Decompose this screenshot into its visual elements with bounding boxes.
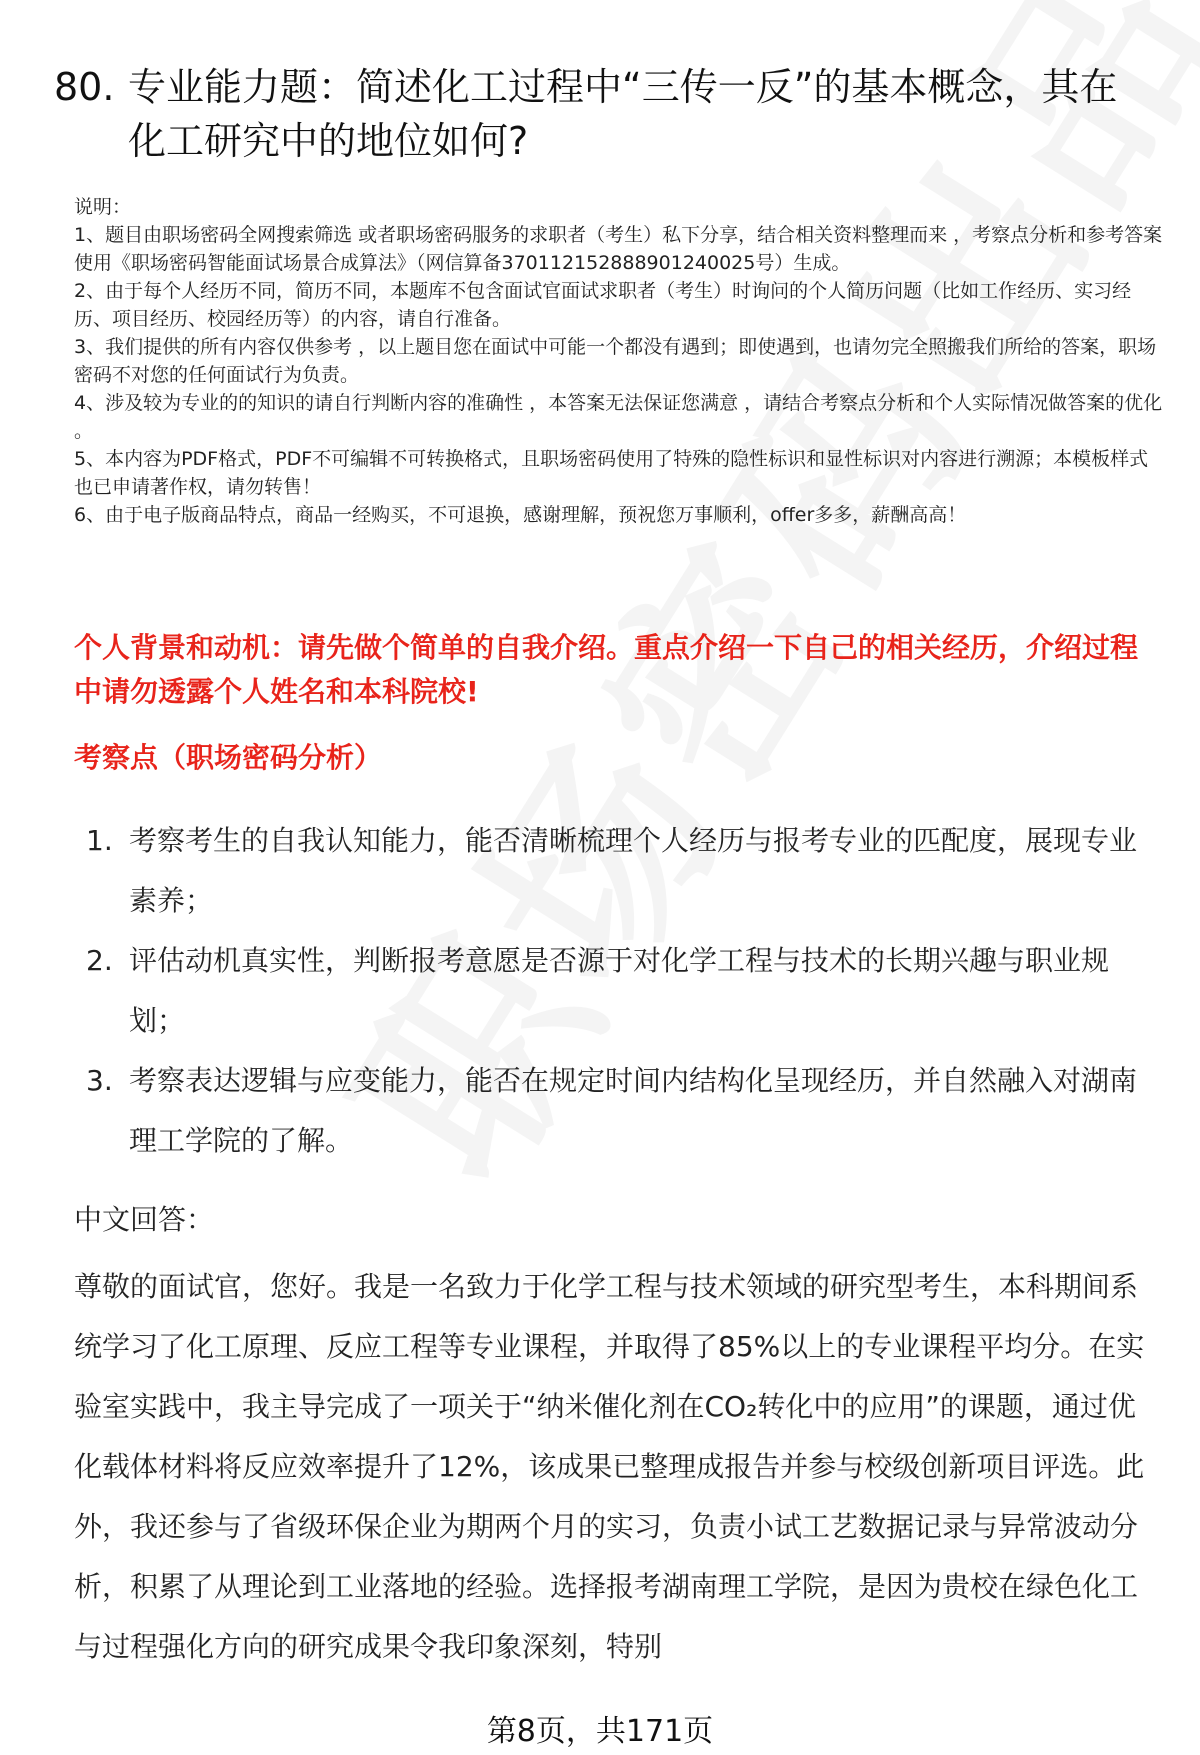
answer-text: 尊敬的面试官，您好。我是一名致力于化学工程与技术领域的研究型考生，本科期间系统学习了化工原理、反应工程等专业课程，并取得了85%以上的专业课程平均分。在实验室实践中，我主导完成了一项关于“纳米催化剂在CO₂转化中的应用”的课题，通过优化载体材料将反应效率提升了12%，该成果已整理成报告并参与校级创新项目评选。此外，我还参与了省级环保企业为期两个月的实习，负责小试工艺数据记录与异常波动分析，积累了从理论到工业落地的经验。选择报考湖南理工学院，是因为贵校在绿色化工与过程强化方向的研究成果令我印象深刻，特别 (74, 1270, 1145, 1663)
note-item: 5、本内容为PDF格式，PDF不可编辑不可转换格式，且职场密码使用了特殊的隐性标识和显性标识对内容进行溯源；本模板样式也已申请著作权，请勿转售！ (74, 448, 1149, 498)
analysis-points (74, 811, 1144, 1171)
analysis-heading: 考察点（职场密码分析） (74, 741, 383, 774)
note-item: 3、我们提供的所有内容仅供参考 ，以上题目您在面试中可能一个都没有遇到；即使遇到，也请勿完全照搬我们所给的答案，职场密码不对您的任何面试行为负责。 (74, 336, 1157, 386)
page-footer: 第8页，共171页 (486, 1714, 714, 1749)
note-item: 4、涉及较为专业的的知识的请自行判断内容的准确性 ，本答案无法保证您满意 ，请结合考察点分析和个人实际情况做答案的优化 。 (74, 392, 1163, 442)
answer-label: 中文回答： (74, 1203, 215, 1236)
point-number: 1. (86, 824, 113, 857)
point-text: 考察表达逻辑与应变能力，能否在规定时间内结构化呈现经历，并自然融入对湖南理工学院的了解。 (129, 1064, 1138, 1157)
analysis-point (74, 931, 1144, 1051)
point-number: 2. (86, 944, 113, 977)
question-text: 专业能力题：简述化工过程中“三传一反”的基本概念，其在化工研究中的地位如何? (128, 65, 1118, 163)
point-number: 3. (86, 1064, 113, 1097)
point-text: 考察考生的自我认知能力，能否清晰梳理个人经历与报考专业的匹配度，展现专业素养； (129, 824, 1138, 917)
note-item: 2、由于每个人经历不同，简历不同，本题库不包含面试官面试求职者（考生）时询问的个人简历问题（比如工作经历、实习经历、项目经历、校园经历等）的内容，请自行准备。 (74, 280, 1132, 330)
question-number: 80. (54, 65, 115, 109)
notes-block (74, 193, 1164, 529)
note-item: 6、由于电子版商品特点，商品一经购买，不可退换，感谢理解，预祝您万事顺利，offer多多，薪酬高高！ (74, 504, 967, 526)
note-item: 1、题目由职场密码全网搜索筛选 或者职场密码服务的求职者（考生）私下分享，结合相关资料整理而来 ，考察点分析和参考答案使用《职场密码智能面试场景合成算法》（网信算备370112152888901240025号）生成。 (74, 224, 1163, 274)
question-title (54, 60, 1144, 168)
background-heading: 个人背景和动机：请先做个简单的自我介绍。重点介绍一下自己的相关经历，介绍过程中请勿透露个人姓名和本科院校! (74, 631, 1139, 708)
analysis-point (74, 811, 1144, 931)
notes-heading: 说明： (74, 196, 132, 218)
point-text: 评估动机真实性，判断报考意愿是否源于对化学工程与技术的长期兴趣与职业规划； (129, 944, 1110, 1037)
analysis-point (74, 1051, 1144, 1171)
